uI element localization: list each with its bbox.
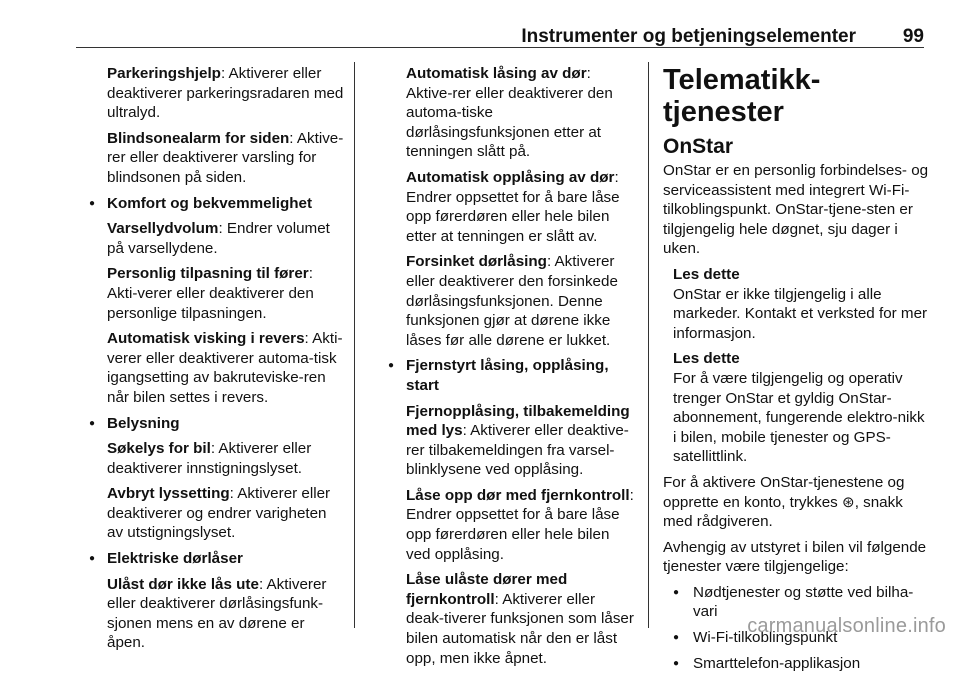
term-parking: Parkeringshjelp (107, 65, 221, 82)
watermark: carmanualsonline.info (747, 615, 946, 637)
text-searchlight: : Aktiverer eller deaktiverer innstigningslyset. (107, 440, 312, 477)
text-autolock: : Aktive-rer eller deaktiverer den automa-tiske dørlåsingsfunksjonen etter at tenningen slått på. (406, 65, 613, 161)
list-item: ● Smarttelefon-applikasjon (663, 654, 929, 674)
text-chime: : Endrer volumet på varsellydene. (107, 220, 330, 257)
column-1 (89, 64, 345, 659)
intro-paragraph: OnStar er en personlig forbindelses- og serviceassistent med integrert Wi-Fi-tilkoblingspunkt. OnStar-tjene-sten er tilgjengelig hele døgnet, sju dager i uken. (663, 162, 929, 258)
text-autounlock: : Endrer oppsettet for å bare låse opp førerdøren eller hele bilen etter at tenningen er slått av. (406, 168, 620, 245)
term-unlockdoor: Låse opp dør med fjernkontroll (406, 486, 630, 504)
term-unlocked: Ulåst dør ikke lås ute (107, 575, 259, 593)
term-blindspot: Blindsonealarm for siden (107, 129, 290, 147)
column-divider (648, 62, 649, 628)
paragraph-delayed (388, 252, 634, 350)
term-autolock: Automatisk låsing av dør (406, 65, 587, 82)
paragraph-searchlight (89, 439, 345, 478)
column-2 (388, 64, 634, 674)
term-reverse: Automatisk visking i revers (107, 330, 305, 348)
text-unlocked: : Aktiverer eller deaktiverer dørlåsingsfunk-sjonen mens en av dørene er åpen. (107, 575, 327, 652)
paragraph-unlocked (89, 575, 345, 653)
paragraph-unlockdoor (388, 486, 634, 564)
term-relock: Låse ulåste dører med fjernkontroll (406, 571, 568, 608)
term-abort: Avbryt lyssetting (107, 485, 230, 503)
page-number: 99 (902, 26, 924, 47)
note-requirements (663, 349, 929, 467)
term-feedback: Fjernopplåsing, tilbakemelding med lys (406, 402, 630, 440)
text-driver: : Akti-verer eller deaktiverer den personlige tilpasningen. (107, 265, 314, 322)
text-delayed: : Aktiverer eller deaktiverer den forsinkede dørlåsingsfunksjonen. Denne funksjonen gjør at dørene ikke låses før alle dørene er lukket. (406, 253, 618, 349)
term-delayed: Forsinket dørlåsing (406, 253, 547, 271)
paragraph-parking (89, 64, 345, 123)
note-title: Les dette (673, 350, 740, 368)
text-parking: : Aktiverer eller deaktiverer parkeringsradaren med ultralyd. (107, 65, 344, 122)
activate-paragraph: For å aktivere OnStar-tjenestene og opprette en konto, trykkes ⊛, snakk med rådgiveren. (663, 473, 905, 531)
text-unlockdoor: : Endrer oppsettet for å bare låse opp førerdøren eller hele bilen ved opplåsing. (406, 486, 634, 563)
list-item: ● Nødtjenester og støtte ved bilha-vari (663, 583, 929, 622)
paragraph-autolock (388, 64, 634, 162)
term-autounlock: Automatisk opplåsing av dør (406, 168, 615, 186)
depends-paragraph: Avhengig av utstyret i bilen vil følgende tjenester være tilgjengelige: (663, 538, 927, 576)
list-item: ● Wi-Fi-tilkoblingspunkt (663, 628, 929, 648)
text-relock: : Aktiverer eller deak-tiverer funksjonen som låser bilen automatisk når den er låst opp, men ikke åpnet. (406, 590, 634, 667)
text-blindspot: : Aktive-rer eller deaktiverer varsling for blindsonen på siden. (107, 129, 344, 186)
subsection-heading: OnStar (663, 135, 734, 158)
column-3 (663, 64, 929, 679)
text-feedback: : Aktiverer eller deaktive-rer tilbakemeldingen fra varsel-blinklysene ved opplåsing. (406, 422, 629, 479)
term-driver: Personlig tilpasning til fører (107, 265, 309, 283)
paragraph-reverse (89, 329, 345, 407)
text-abort: : Aktiverer eller deaktiverer og endrer varigheten av utstigningslyset. (107, 485, 331, 542)
section-heading: Telematikk-tjenester (663, 64, 821, 128)
paragraph-feedback (388, 402, 634, 480)
paragraph-relock (388, 570, 634, 668)
text-reverse: : Akti-verer eller deaktiverer automa-tisk igangsetting av bakruteviske-ren når bilen settes i revers. (107, 330, 343, 406)
note-text: For å være tilgjengelig og operativ trenger OnStar et gyldig OnStar-abonnement, fungerende elektro-nikk i bilen, mobile tjenester og GPS-satellittlink. (673, 369, 925, 466)
note-availability (663, 265, 929, 343)
column-divider (354, 62, 355, 628)
paragraph-chime (89, 219, 345, 258)
term-chime: Varsellydvolum (107, 220, 219, 238)
term-searchlight: Søkelys for bil (107, 440, 211, 458)
paragraph-abort (89, 484, 345, 543)
note-text: OnStar er ikke tilgjengelig i alle markeder. Kontakt et verksted for mer informasjon. (673, 285, 928, 342)
bullet-comfort: ● Komfort og bekvemmelighet (89, 194, 345, 214)
paragraph-driver (89, 264, 345, 323)
page-header (76, 0, 924, 48)
bullet-remote: ● Fjernstyrt låsing, opplåsing, start (388, 356, 634, 395)
bullet-locks: ● Elektriske dørlåser (89, 549, 345, 569)
chapter-title: Instrumenter og betjeningselementer (521, 26, 856, 47)
bullet-lighting: ● Belysning (89, 414, 345, 434)
paragraph-autounlock (388, 168, 634, 246)
note-title: Les dette (673, 265, 740, 283)
paragraph-blindspot (89, 129, 345, 188)
